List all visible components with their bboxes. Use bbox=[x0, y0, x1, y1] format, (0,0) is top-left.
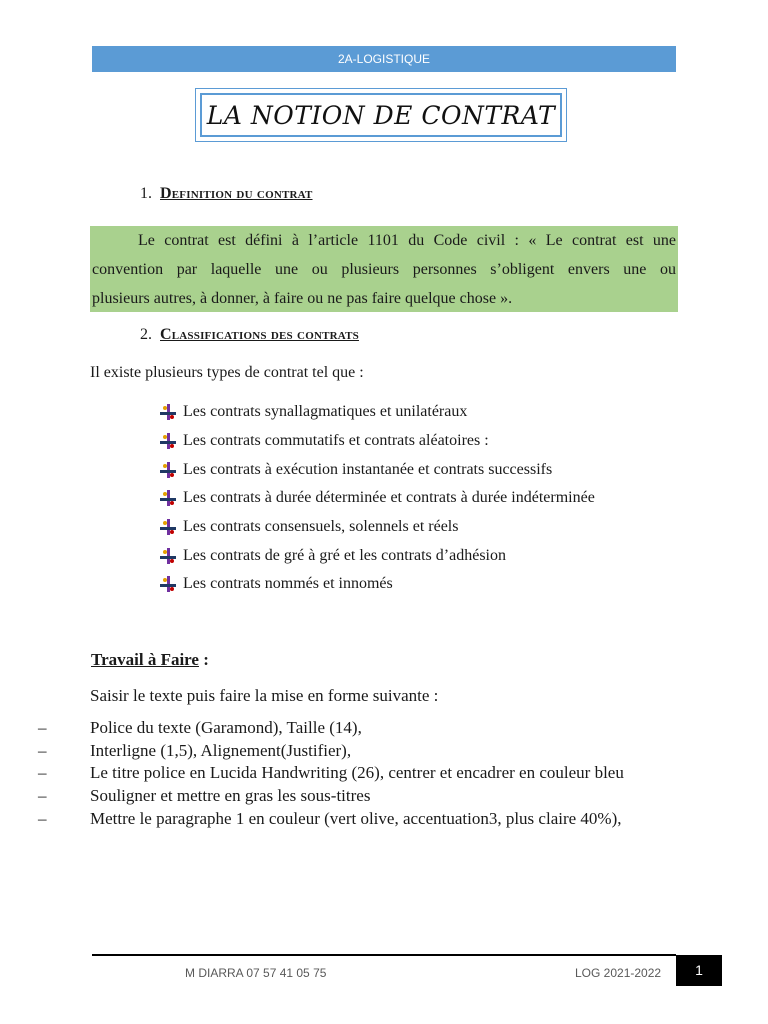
list-item-label: Les contrats à durée déterminée et contrats à durée indéterminée bbox=[183, 489, 595, 507]
section-number: 2. bbox=[140, 326, 152, 343]
list-item bbox=[160, 513, 595, 542]
list-item bbox=[160, 541, 595, 570]
step-text: Mettre le paragraphe 1 en couleur (vert olive, accentuation3, plus claire 40%), bbox=[90, 808, 622, 828]
list-item bbox=[38, 763, 624, 786]
section-heading-2 bbox=[140, 326, 359, 344]
header-text: 2A-LOGISTIQUE bbox=[337, 52, 431, 66]
list-item-label: Les contrats synallagmatiques et unilatéraux bbox=[183, 403, 468, 421]
footer-course: LOG 2021-2022 bbox=[575, 966, 662, 980]
cross-bullet-icon bbox=[160, 404, 176, 420]
list-item-label: Les contrats à exécution instantanée et contrats successifs bbox=[183, 460, 553, 478]
intro-text: Il existe plusieurs types de contrat tel que : bbox=[90, 364, 364, 381]
task-title-suffix: : bbox=[198, 650, 209, 669]
page-number: 1 bbox=[676, 955, 722, 986]
section-label: Definition du contrat bbox=[160, 185, 313, 202]
section-label: Classifications des contrats bbox=[160, 326, 359, 343]
list-item-label: Les contrats nommés et innomés bbox=[183, 575, 393, 593]
list-item bbox=[38, 786, 624, 809]
section-heading-1 bbox=[140, 185, 313, 203]
list-item bbox=[160, 570, 595, 599]
cross-bullet-icon bbox=[160, 576, 176, 592]
cross-bullet-icon bbox=[160, 519, 176, 535]
list-item-label: Les contrats commutatifs et contrats aléatoires : bbox=[183, 432, 489, 450]
title-frame-inner bbox=[200, 93, 562, 137]
paragraph-line: plusieurs autres, à donner, à faire ou ne pas faire quelque chose ». bbox=[92, 290, 513, 307]
list-item bbox=[160, 484, 595, 513]
task-heading bbox=[91, 650, 209, 670]
list-item bbox=[38, 809, 624, 832]
formatting-steps-list bbox=[38, 718, 624, 831]
list-item bbox=[38, 718, 624, 741]
paragraph-line: convention par laquelle une ou plusieurs personnes s’obligent envers une ou bbox=[92, 261, 676, 278]
section-number: 1. bbox=[140, 185, 152, 202]
cross-bullet-icon bbox=[160, 490, 176, 506]
footer-author: M DIARRA 07 57 41 05 75 bbox=[185, 966, 327, 980]
document-title: LA NOTION DE CONTRAT bbox=[206, 101, 556, 130]
list-item bbox=[38, 741, 624, 764]
dash-marker: – bbox=[38, 740, 47, 760]
step-text: Souligner et mettre en gras les sous-titres bbox=[90, 786, 371, 806]
cross-bullet-icon bbox=[160, 462, 176, 478]
list-item-label: Les contrats consensuels, solennels et réels bbox=[183, 518, 459, 536]
cross-bullet-icon bbox=[160, 433, 176, 449]
dash-marker: – bbox=[38, 786, 47, 806]
contract-types-list bbox=[160, 398, 595, 599]
step-text: Police du texte (Garamond), Taille (14), bbox=[90, 718, 362, 737]
step-text: Le titre police en Lucida Handwriting (26), centrer et encadrer en couleur bleu bbox=[90, 763, 624, 783]
list-item bbox=[160, 398, 595, 427]
paragraph-line: Le contrat est défini à l’article 1101 du Code civil : « Le contrat est une bbox=[138, 232, 676, 249]
dash-marker: – bbox=[38, 718, 47, 737]
list-item bbox=[160, 427, 595, 456]
dash-marker: – bbox=[38, 763, 47, 783]
dash-marker: – bbox=[38, 808, 47, 828]
task-title: Travail à Faire bbox=[91, 650, 199, 669]
title-frame bbox=[195, 88, 567, 142]
definition-paragraph bbox=[90, 226, 678, 312]
list-item bbox=[160, 455, 595, 484]
instruction-text: Saisir le texte puis faire la mise en forme suivante : bbox=[90, 686, 439, 705]
step-text: Interligne (1,5), Alignement(Justifier), bbox=[90, 740, 352, 760]
footer-divider bbox=[92, 954, 676, 956]
list-item-label: Les contrats de gré à gré et les contrats d’adhésion bbox=[183, 546, 506, 564]
header-bar bbox=[92, 46, 676, 72]
cross-bullet-icon bbox=[160, 548, 176, 564]
